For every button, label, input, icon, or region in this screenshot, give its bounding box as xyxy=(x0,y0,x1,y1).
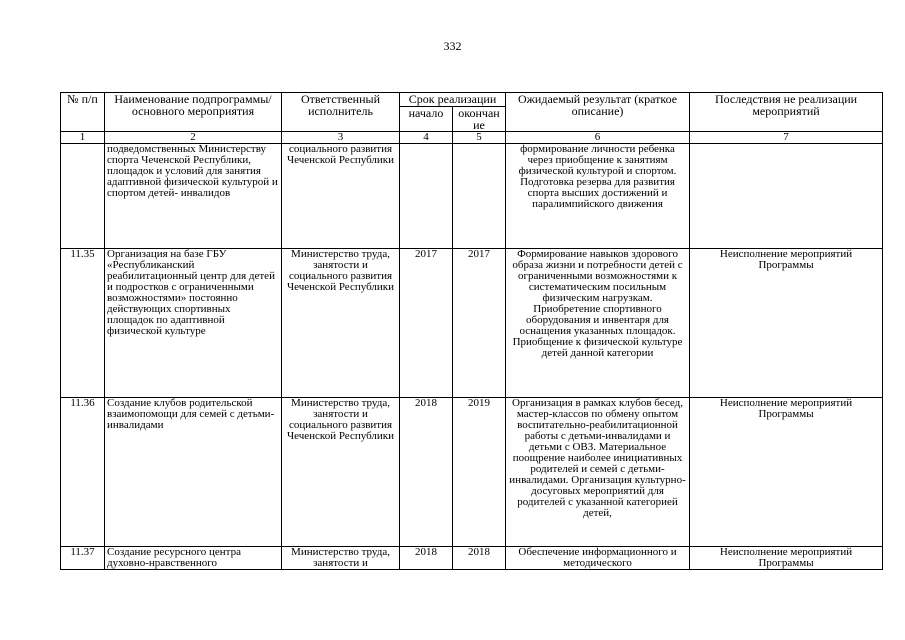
header-start: начало xyxy=(400,107,453,132)
row-expected: Формирование навыков здорового образа жизни и потребности детей с ограниченными возможностями к систематическим посильным физическим нагрузкам. Приобретение спортивного оборудования и инвентаря для оснащения указанных площадок. Приобщение к физической культуре детей данной категории xyxy=(506,249,690,398)
header-end: окончан ие xyxy=(453,107,506,132)
row-consequences xyxy=(690,144,883,249)
row-num: 11.37 xyxy=(61,547,105,570)
row-name: Организация на базе ГБУ «Республиканский реабилитационный центр для детей и подростков с ограниченными возможностями» постоянно действующих спортивных площадок по адаптивной физической культуре xyxy=(105,249,282,398)
row-start: 2017 xyxy=(400,249,453,398)
row-num: 11.36 xyxy=(61,398,105,547)
table-row xyxy=(61,547,883,570)
row-responsible: Министерство труда, занятости и социального развития Чеченской Республики xyxy=(282,249,400,398)
row-end xyxy=(453,144,506,249)
column-number: 2 xyxy=(105,132,282,144)
row-responsible: Министерство труда, занятости и социального развития Чеченской Республики xyxy=(282,398,400,547)
column-number: 4 xyxy=(400,132,453,144)
header-num: № п/п xyxy=(61,93,105,132)
row-consequences: Неисполнение мероприятий Программы xyxy=(690,398,883,547)
column-number: 3 xyxy=(282,132,400,144)
row-name: Создание клубов родительской взаимопомощи для семей с детьми-инвалидами xyxy=(105,398,282,547)
row-responsible: Министерство труда, занятости и xyxy=(282,547,400,570)
column-number-row xyxy=(61,132,883,144)
row-num: 11.35 xyxy=(61,249,105,398)
header-name: Наименование подпрограммы/ основного мероприятия xyxy=(105,93,282,132)
row-start xyxy=(400,144,453,249)
row-name: Создание ресурсного центра духовно-нравственного xyxy=(105,547,282,570)
row-end: 2018 xyxy=(453,547,506,570)
header-consequences: Последствия не реализации мероприятий xyxy=(690,93,883,132)
row-end: 2017 xyxy=(453,249,506,398)
header-expected: Ожидаемый результат (краткое описание) xyxy=(506,93,690,132)
page-number: 332 xyxy=(443,39,462,53)
row-responsible: социального развития Чеченской Республики xyxy=(282,144,400,249)
row-expected: Организация в рамках клубов бесед, мастер-классов по обмену опытом воспитательно-реабилитационной работы с детьми-инвалидами и детьми с ОВЗ. Материальное поощрение наиболее инициативных родителей и семей с детьми-инвалидами. Организация культурно-досуговых мероприятий для родителей с указанной категорией детей, xyxy=(506,398,690,547)
row-start: 2018 xyxy=(400,547,453,570)
column-number: 1 xyxy=(61,132,105,144)
row-expected: формирование личности ребенка через приобщение к занятиям физической культурой и спортом. Подготовка резерва для развития спорта высших достижений и паралимпийского движения xyxy=(506,144,690,249)
row-start: 2018 xyxy=(400,398,453,547)
row-end: 2019 xyxy=(453,398,506,547)
row-consequences: Неисполнение мероприятий Программы xyxy=(690,547,883,570)
row-expected: Обеспечение информационного и методического xyxy=(506,547,690,570)
column-number: 7 xyxy=(690,132,883,144)
row-consequences: Неисполнение мероприятий Программы xyxy=(690,249,883,398)
column-number: 5 xyxy=(453,132,506,144)
column-number: 6 xyxy=(506,132,690,144)
row-name: подведомственных Министерству спорта Чеченской Республики, площадок и условий для занятия адаптивной физической культурой и спортом детей- инвалидов xyxy=(105,144,282,249)
table-row xyxy=(61,398,883,547)
programme-table xyxy=(60,92,883,570)
row-num xyxy=(61,144,105,249)
header-responsible: Ответственный исполнитель xyxy=(282,93,400,132)
table-row xyxy=(61,249,883,398)
header-period: Срок реализации xyxy=(400,93,506,107)
table-row xyxy=(61,144,883,249)
